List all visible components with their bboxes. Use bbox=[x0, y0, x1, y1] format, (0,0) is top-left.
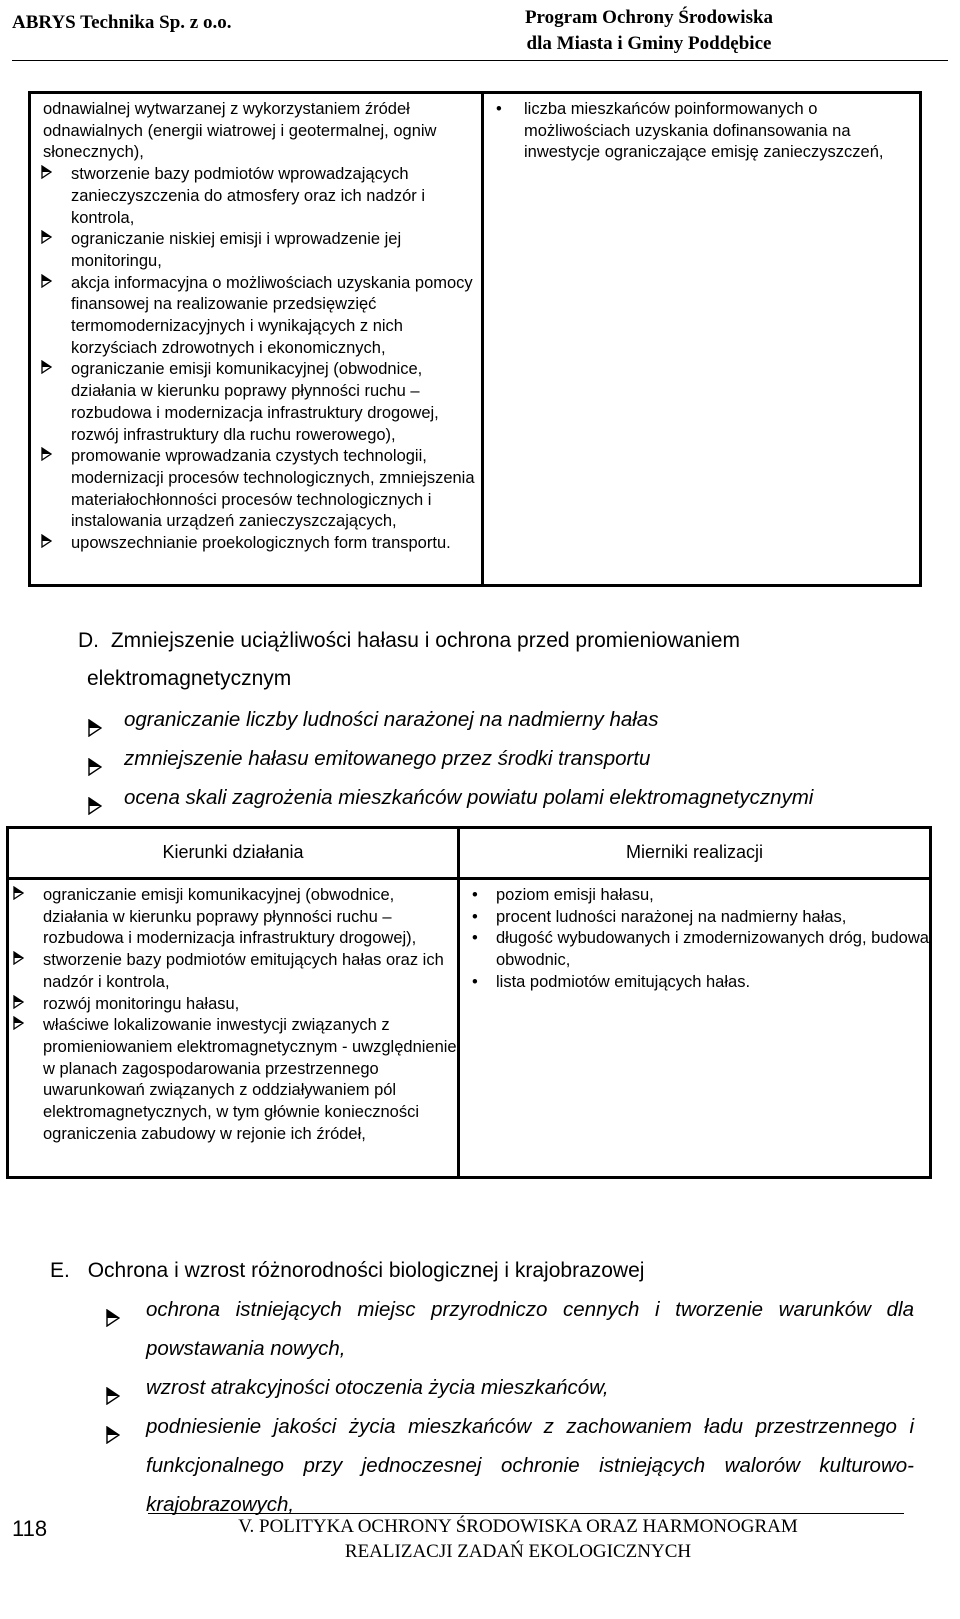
table-right-cell bbox=[460, 885, 929, 1176]
list-item bbox=[9, 1015, 457, 1145]
list-item bbox=[31, 164, 481, 229]
list-item-text: liczba mieszkańców poinformowanych o możliwościach uzyskania dofinansowania na inwestycje ograniczające emisję zanieczyszczeń, bbox=[524, 100, 884, 162]
list-item bbox=[460, 972, 929, 994]
footer-chapter-title bbox=[148, 1514, 888, 1564]
list-item-text: lista podmiotów emitujących hałas. bbox=[496, 972, 751, 991]
round-bullet-icon: • bbox=[472, 907, 478, 926]
table-right-cell bbox=[484, 99, 919, 584]
list-item-text: stworzenie bazy podmiotów wprowadzających zanieczyszczenia do atmosfery oraz ich nadzór i kontrola, bbox=[71, 165, 425, 227]
table-header-mierniki: Mierniki realizacji bbox=[625, 842, 764, 862]
arrowhead-bullet-icon bbox=[88, 789, 102, 828]
list-item bbox=[106, 1290, 914, 1368]
list-item bbox=[88, 778, 908, 817]
list-item bbox=[31, 446, 481, 533]
round-bullet-icon: • bbox=[472, 972, 478, 991]
list-item bbox=[9, 950, 457, 993]
page-number: 118 bbox=[12, 1516, 48, 1541]
section-e-goals bbox=[106, 1290, 914, 1524]
list-item bbox=[31, 229, 481, 272]
round-bullet-icon: • bbox=[496, 100, 502, 118]
section-d-goals bbox=[88, 700, 908, 817]
list-item bbox=[460, 928, 929, 971]
section-e-title-text: Ochrona i wzrost różnorodności biologicznej i krajobrazowej bbox=[87, 1259, 645, 1282]
arrowhead-bullet-icon bbox=[106, 1301, 120, 1340]
arrowhead-bullet-icon bbox=[13, 950, 24, 972]
program-title bbox=[430, 5, 868, 57]
list-item bbox=[106, 1368, 914, 1407]
footer-line1: V. POLITYKA OCHRONY ŚRODOWISKA ORAZ HARMONOGRAM bbox=[238, 1516, 798, 1537]
list-item-text: procent ludności narażonej na nadmierny hałas, bbox=[496, 907, 847, 926]
list-item bbox=[9, 994, 457, 1016]
arrowhead-bullet-icon bbox=[41, 273, 52, 295]
arrowhead-bullet-icon bbox=[13, 994, 24, 1016]
list-item-text: poziom emisji hałasu, bbox=[496, 886, 654, 904]
table-left-cell bbox=[31, 99, 481, 584]
section-d-title bbox=[78, 622, 740, 660]
round-bullet-icon: • bbox=[472, 929, 478, 948]
round-bullet-icon: • bbox=[472, 886, 478, 904]
list-item bbox=[31, 533, 481, 555]
table-noise-measures bbox=[6, 826, 932, 1179]
list-item-text: właściwe lokalizowanie inwestycji związanych z promieniowaniem elektromagnetycznym - uwzględnienie w planach zagospodarowania przestrzennego uwarunkowań związanych z oddziaływaniem pól elektromagnetycznych, w tym głównie konieczności ograniczenia zabudowy w rejonie ich źródeł, bbox=[43, 1016, 457, 1143]
list-item-text: ograniczanie emisji komunikacyjnej (obwodnice, działania w kierunku poprawy płynności ruchu – rozbudowa i modernizacja infrastruktury drogowej, rozwój infrastruktury dla ruchu rowerowego), bbox=[71, 360, 439, 444]
arrowhead-bullet-icon bbox=[13, 1015, 24, 1037]
list-item bbox=[31, 273, 481, 360]
list-item bbox=[31, 359, 481, 446]
list-item bbox=[88, 700, 908, 739]
list-item bbox=[460, 907, 929, 929]
program-title-line1: Program Ochrony Środowiska bbox=[524, 7, 774, 28]
list-item-text: wzrost atrakcyjności otoczenia życia mieszkańców, bbox=[146, 1376, 609, 1399]
footer-line2: REALIZACJI ZADAŃ EKOLOGICZNYCH bbox=[344, 1541, 692, 1562]
list-item-text: ograniczanie niskiej emisji i wprowadzenie jej monitoringu, bbox=[71, 230, 402, 270]
arrowhead-bullet-icon bbox=[41, 446, 52, 468]
section-d-title-line2: elektromagnetycznym bbox=[87, 667, 292, 690]
list-item-text: ocena skali zagrożenia mieszkańców powiatu polami elektromagnetycznymi bbox=[124, 786, 814, 809]
arrowhead-bullet-icon bbox=[41, 164, 52, 186]
company-name: ABRYS Technika Sp. z o.o. bbox=[12, 12, 232, 33]
left-cell-list bbox=[9, 885, 457, 1145]
table-measures-air bbox=[28, 91, 922, 587]
list-item bbox=[460, 885, 929, 907]
section-e-letter: E. bbox=[50, 1259, 70, 1282]
list-item bbox=[106, 1407, 914, 1524]
list-item-text: upowszechnianie proekologicznych form transportu. bbox=[71, 534, 451, 553]
table-left-cell bbox=[9, 885, 457, 1176]
header-rule bbox=[12, 60, 948, 61]
list-item-text: promowanie wprowadzania czystych technologii, modernizacji procesów technologicznych, zmniejszenia materiałochłonności procesów technologicznych i instalowania urządzeń zanieczyszczających, bbox=[71, 447, 475, 531]
arrowhead-bullet-icon bbox=[13, 885, 24, 907]
list-item-text: ograniczanie emisji komunikacyjnej (obwodnice, działania w kierunku poprawy płynności ruchu – rozbudowa i modernizacja infrastruktury drogowej), bbox=[43, 886, 417, 948]
list-item bbox=[88, 739, 908, 778]
section-d-letter: D. bbox=[78, 629, 99, 652]
right-cell-list bbox=[460, 885, 929, 994]
left-cell-intro: odnawialnej wytwarzanej z wykorzystaniem źródeł odnawialnych (energii wiatrowej i geotermalnej, ogniw słonecznych), bbox=[43, 100, 437, 162]
list-item bbox=[9, 885, 457, 950]
table-header-rule bbox=[9, 877, 929, 880]
list-item-text: rozwój monitoringu hałasu, bbox=[43, 994, 240, 1013]
arrowhead-bullet-icon bbox=[41, 533, 52, 555]
section-d-title-line1: Zmniejszenie uciążliwości hałasu i ochrona przed promieniowaniem bbox=[110, 629, 740, 652]
list-item-text: podniesienie jakości życia mieszkańców z zachowaniem ładu przestrzennego i funkcjonalnego przy jednoczesnej ochronie istniejących walorów kulturowo-krajobrazowych, bbox=[146, 1415, 914, 1516]
program-title-line2: dla Miasta i Gminy Poddębice bbox=[526, 33, 772, 54]
list-item bbox=[484, 99, 919, 164]
list-item-text: akcja informacyjna o możliwościach uzyskania pomocy finansowej na realizowanie przedsięwzięć termomodernizacyjnych i wynikających z nich korzyściach zdrowotnych i ekonomicznych, bbox=[71, 273, 473, 357]
section-e-title bbox=[50, 1252, 644, 1290]
list-item-text: długość wybudowanych i zmodernizowanych dróg, budowa obwodnic, bbox=[496, 929, 929, 970]
list-item-text: ograniczanie liczby ludności narażonej na nadmierny hałas bbox=[124, 708, 659, 731]
arrowhead-bullet-icon bbox=[41, 229, 52, 251]
left-cell-list bbox=[31, 164, 481, 555]
arrowhead-bullet-icon bbox=[106, 1418, 120, 1457]
right-cell-list bbox=[484, 99, 919, 164]
list-item-text: zmniejszenie hałasu emitowanego przez środki transportu bbox=[124, 747, 651, 770]
table-header-kierunki: Kierunki działania bbox=[162, 842, 304, 862]
list-item-text: stworzenie bazy podmiotów emitujących hałas oraz ich nadzór i kontrola, bbox=[43, 951, 444, 991]
arrowhead-bullet-icon bbox=[41, 359, 52, 381]
list-item-text: ochrona istniejących miejsc przyrodniczo cennych i tworzenie warunków dla powstawania nowych, bbox=[146, 1298, 914, 1360]
